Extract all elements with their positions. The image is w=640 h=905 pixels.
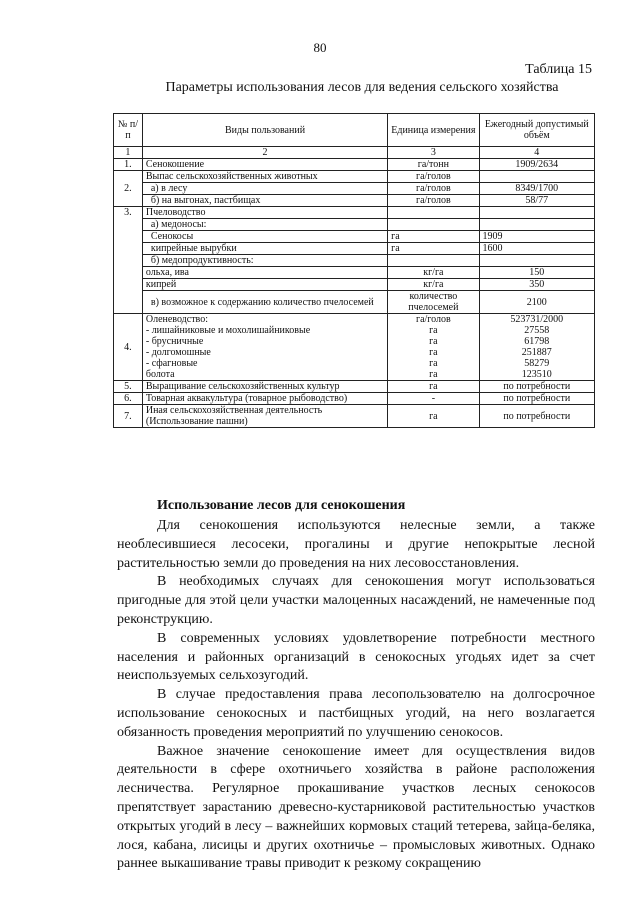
- row-unit: га: [388, 231, 479, 243]
- col-number: 3: [388, 147, 479, 159]
- row-name: - лишайниковые и мохолишайниковые: [145, 325, 311, 336]
- row-value: 2100: [479, 291, 594, 314]
- row-value: 523731/2000: [510, 314, 564, 325]
- row-num: 1.: [114, 159, 143, 171]
- row-name: кипрей: [142, 279, 387, 291]
- body-text: [117, 497, 595, 874]
- paragraph: В современных условиях удовлетворение потребности местного населения и районных организаций в сенокосных угодьях идет за счет неиспользуемых сельхозугодий.: [117, 630, 595, 684]
- table-row: [114, 255, 595, 267]
- row-name: кипрейные вырубки: [142, 243, 387, 255]
- table-row-reindeer: [114, 314, 595, 381]
- col-number: 2: [142, 147, 387, 159]
- row-unit: кг/га: [388, 267, 479, 279]
- row-name: Товарная аквакультура (товарное рыбоводство): [142, 393, 387, 405]
- row-num: 5.: [114, 381, 143, 393]
- header-unit: Единица измерения: [388, 114, 479, 147]
- page-number: 80: [313, 40, 327, 55]
- header-use: Виды пользований: [142, 114, 387, 147]
- column-numbers-row: [114, 147, 595, 159]
- row-unit: га/голов: [388, 183, 479, 195]
- row-unit: га: [429, 347, 438, 358]
- row-value: [479, 171, 594, 183]
- table-row: [114, 207, 595, 219]
- table-row: [114, 195, 595, 207]
- paragraph: Для сенокошения используются нелесные земли, а также необлесившиеся лесосеки, прогалины и другие непокрытые лесной растительностью земли до проведения на них лесовосстановления.: [117, 518, 595, 571]
- row-name: Оленеводство:: [145, 314, 208, 325]
- row-unit: га: [429, 369, 438, 380]
- table-row: [114, 159, 595, 171]
- row-unit: га: [388, 405, 479, 428]
- table-row: [114, 243, 595, 255]
- table-title: Параметры использования лесов для ведения сельского хозяйства: [165, 80, 559, 95]
- row-name: Сенокошение: [142, 159, 387, 171]
- table-row: [114, 381, 595, 393]
- row-unit: га/голов: [388, 171, 479, 183]
- row-name: Сенокосы: [142, 231, 387, 243]
- table-row: [114, 393, 595, 405]
- row-value: 350: [479, 279, 594, 291]
- row-unit: га: [429, 325, 438, 336]
- row-unit: га/голов: [415, 314, 451, 325]
- parameters-table: [113, 113, 595, 428]
- row-name: Пчеловодство: [142, 207, 387, 219]
- row-unit: га/голов: [388, 195, 479, 207]
- row-num: 2.: [114, 171, 143, 207]
- header-num: № п/п: [114, 114, 143, 147]
- row-unit: га: [429, 358, 438, 369]
- table-row: [114, 405, 595, 428]
- table-header-row: [114, 114, 595, 147]
- table-row: [114, 171, 595, 183]
- table-row: [114, 279, 595, 291]
- table-label: Таблица 15: [525, 62, 592, 77]
- row-value: 58279: [524, 358, 550, 369]
- row-name: Выращивание сельскохозяйственных культур: [142, 381, 387, 393]
- row-num: 4.: [114, 314, 143, 381]
- row-unit: га/тонн: [388, 159, 479, 171]
- row-unit: -: [388, 393, 479, 405]
- table-row: [114, 219, 595, 231]
- section-heading: Использование лесов для сенокошения: [157, 498, 406, 513]
- row-value: 123510: [521, 369, 552, 380]
- col-number: 1: [114, 147, 143, 159]
- row-unit: га: [388, 243, 479, 255]
- header-volume: Ежегодный допустимый объём: [479, 114, 594, 147]
- row-value: 61798: [524, 336, 550, 347]
- row-name: Иная сельскохозяйственная деятельность (Использование пашни): [142, 405, 387, 428]
- col-number: 4: [479, 147, 594, 159]
- row-value: 1909/2634: [479, 159, 594, 171]
- row-unit: га: [429, 336, 438, 347]
- row-unit: га: [388, 381, 479, 393]
- table-row: [114, 291, 595, 314]
- row-value: 1909: [479, 231, 594, 243]
- row-name: б) на выгонах, пастбищах: [142, 195, 387, 207]
- row-value: по потребности: [479, 393, 594, 405]
- paragraph: В необходимых случаях для сенокошения могут использоваться пригодные для этой цели участки малоценных насаждений, не намеченные под реконструкцию.: [117, 574, 595, 627]
- row-value: по потребности: [479, 405, 594, 428]
- row-name: болота: [145, 369, 175, 380]
- row-num: 6.: [114, 393, 143, 405]
- row-num: 3.: [114, 207, 143, 314]
- row-name: б) медопродуктивность:: [142, 255, 387, 267]
- row-name: - брусничные: [145, 336, 204, 347]
- row-name: а) в лесу: [142, 183, 387, 195]
- row-value: 27558: [524, 325, 550, 336]
- row-name: ольха, ива: [142, 267, 387, 279]
- table-row: [114, 267, 595, 279]
- row-name: - сфагновые: [145, 358, 198, 369]
- row-value: 58/77: [479, 195, 594, 207]
- row-unit: количество пчелосемей: [388, 291, 479, 314]
- row-value: 251887: [521, 347, 552, 358]
- row-value: 150: [479, 267, 594, 279]
- table-row: [114, 183, 595, 195]
- row-value: 8349/1700: [479, 183, 594, 195]
- row-name: а) медоносы:: [142, 219, 387, 231]
- row-name: в) возможное к содержанию количество пчелосемей: [142, 291, 387, 314]
- paragraph: Важное значение сенокошение имеет для осуществления видов деятельности в сфере охотничьего хозяйства в районе расположения лесничества. Регулярное прокашивание участков лесных сенокосов препятствует зарастанию древесно-кустарниковой растительностью участков открытых угодий в лесу – важнейших кормовых стаций тетерева, зайца-беляка, лося, кабана, лисицы и других охотничье – промысловых животных. Однако раннее выкашивание травы приводит к резкому сокращению: [117, 743, 595, 872]
- row-unit: кг/га: [388, 279, 479, 291]
- row-name: Выпас сельскохозяйственных животных: [142, 171, 387, 183]
- paragraph: В случае предоставления права лесопользователю на долгосрочное использование сенокосных и пастбищных угодий, на него возлагается обязанность проведения мероприятий по улучшению сенокосов.: [117, 687, 595, 740]
- table-row: [114, 231, 595, 243]
- row-value: по потребности: [479, 381, 594, 393]
- row-num: 7.: [114, 405, 143, 428]
- row-value: 1600: [479, 243, 594, 255]
- row-name: - долгомошные: [145, 347, 211, 358]
